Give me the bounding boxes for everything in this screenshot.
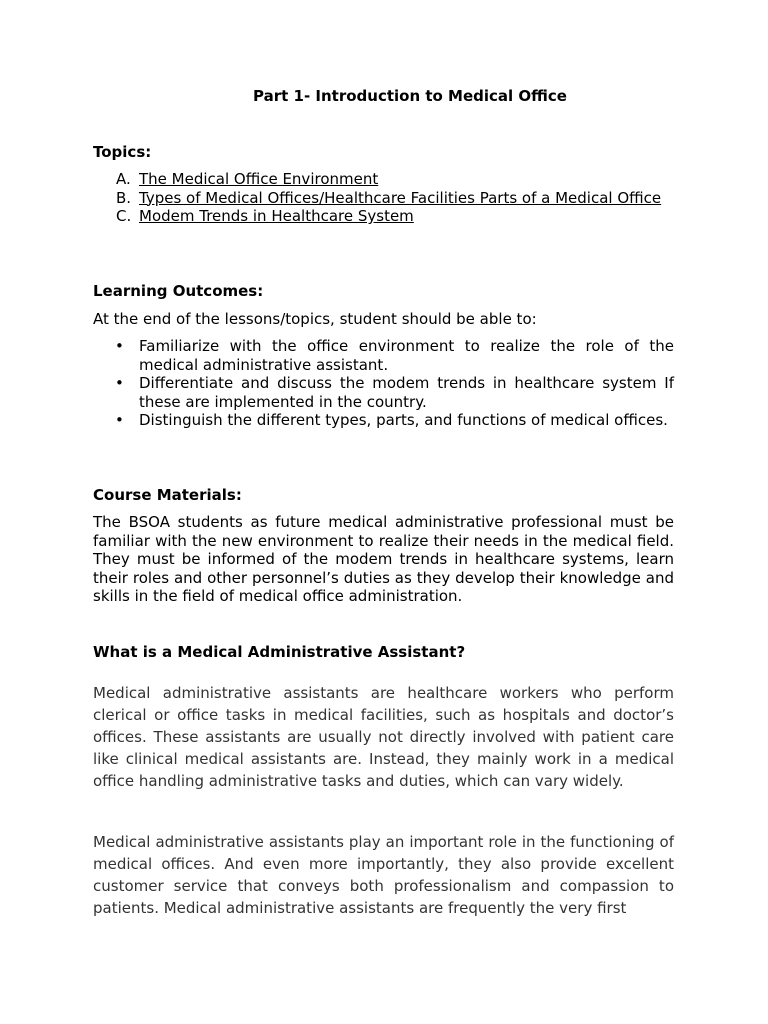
topics-list — [93, 170, 674, 226]
topic-text: Modem Trends in Healthcare System — [139, 207, 414, 225]
bullet-icon: • — [115, 337, 124, 355]
topic-text: The Medical Office Environment — [139, 170, 379, 188]
course-materials-text: The BSOA students as future medical administrative professional must be familiar with the new environment to realize their needs in the medical field. They must be informed of the modem trends in healthcare systems, learn their roles and other personnel’s duties as they develop their knowledge and skills in the field of medical office administration. — [93, 513, 674, 605]
body-paragraph: Medical administrative assistants play an important role in the functioning of medical offices. And even more importantly, they also provide excellent customer service that conveys both professionalism and compassion to patients. Medical administrative assistants are frequently the very first — [93, 833, 674, 917]
outcome-item — [93, 374, 674, 411]
topic-marker: A. — [116, 170, 131, 188]
bullet-icon: • — [115, 411, 124, 429]
topic-item — [93, 189, 674, 208]
outcome-text: Familiarize with the office environment to realize the role of the medical administrative assistant. — [139, 337, 674, 374]
learning-outcomes-intro: At the end of the lessons/topics, student should be able to: — [93, 310, 537, 328]
body-paragraph: Medical administrative assistants are healthcare workers who perform clerical or office tasks in medical facilities, such as hospitals and doctor’s offices. These assistants are usually not directly involved with patient care like clinical medical assistants are. Instead, they mainly work in a medical office handling administrative tasks and duties, which can vary widely. — [93, 684, 674, 790]
outcome-text: Distinguish the different types, parts, and functions of medical offices. — [139, 411, 668, 429]
course-materials-heading: Course Materials: — [93, 486, 242, 504]
learning-outcomes-heading: Learning Outcomes: — [93, 282, 264, 300]
topic-text: Types of Medical Offices/Healthcare Facilities Parts of a Medical Office — [139, 188, 662, 207]
page-title: Part 1- Introduction to Medical Office — [253, 87, 567, 105]
topic-item — [93, 207, 674, 226]
document-page — [93, 0, 674, 1024]
outcome-text: Differentiate and discuss the modem trends in healthcare system If these are implemented in the country. — [139, 374, 674, 411]
topics-heading: Topics: — [93, 143, 152, 161]
topic-marker: C. — [116, 207, 132, 225]
outcome-item — [93, 337, 674, 374]
learning-outcomes-list — [93, 337, 674, 430]
what-is-heading: What is a Medical Administrative Assistant? — [93, 643, 466, 661]
topic-marker: B. — [116, 188, 132, 207]
outcome-item — [93, 411, 674, 430]
bullet-icon: • — [115, 374, 124, 392]
topic-item — [93, 170, 674, 189]
